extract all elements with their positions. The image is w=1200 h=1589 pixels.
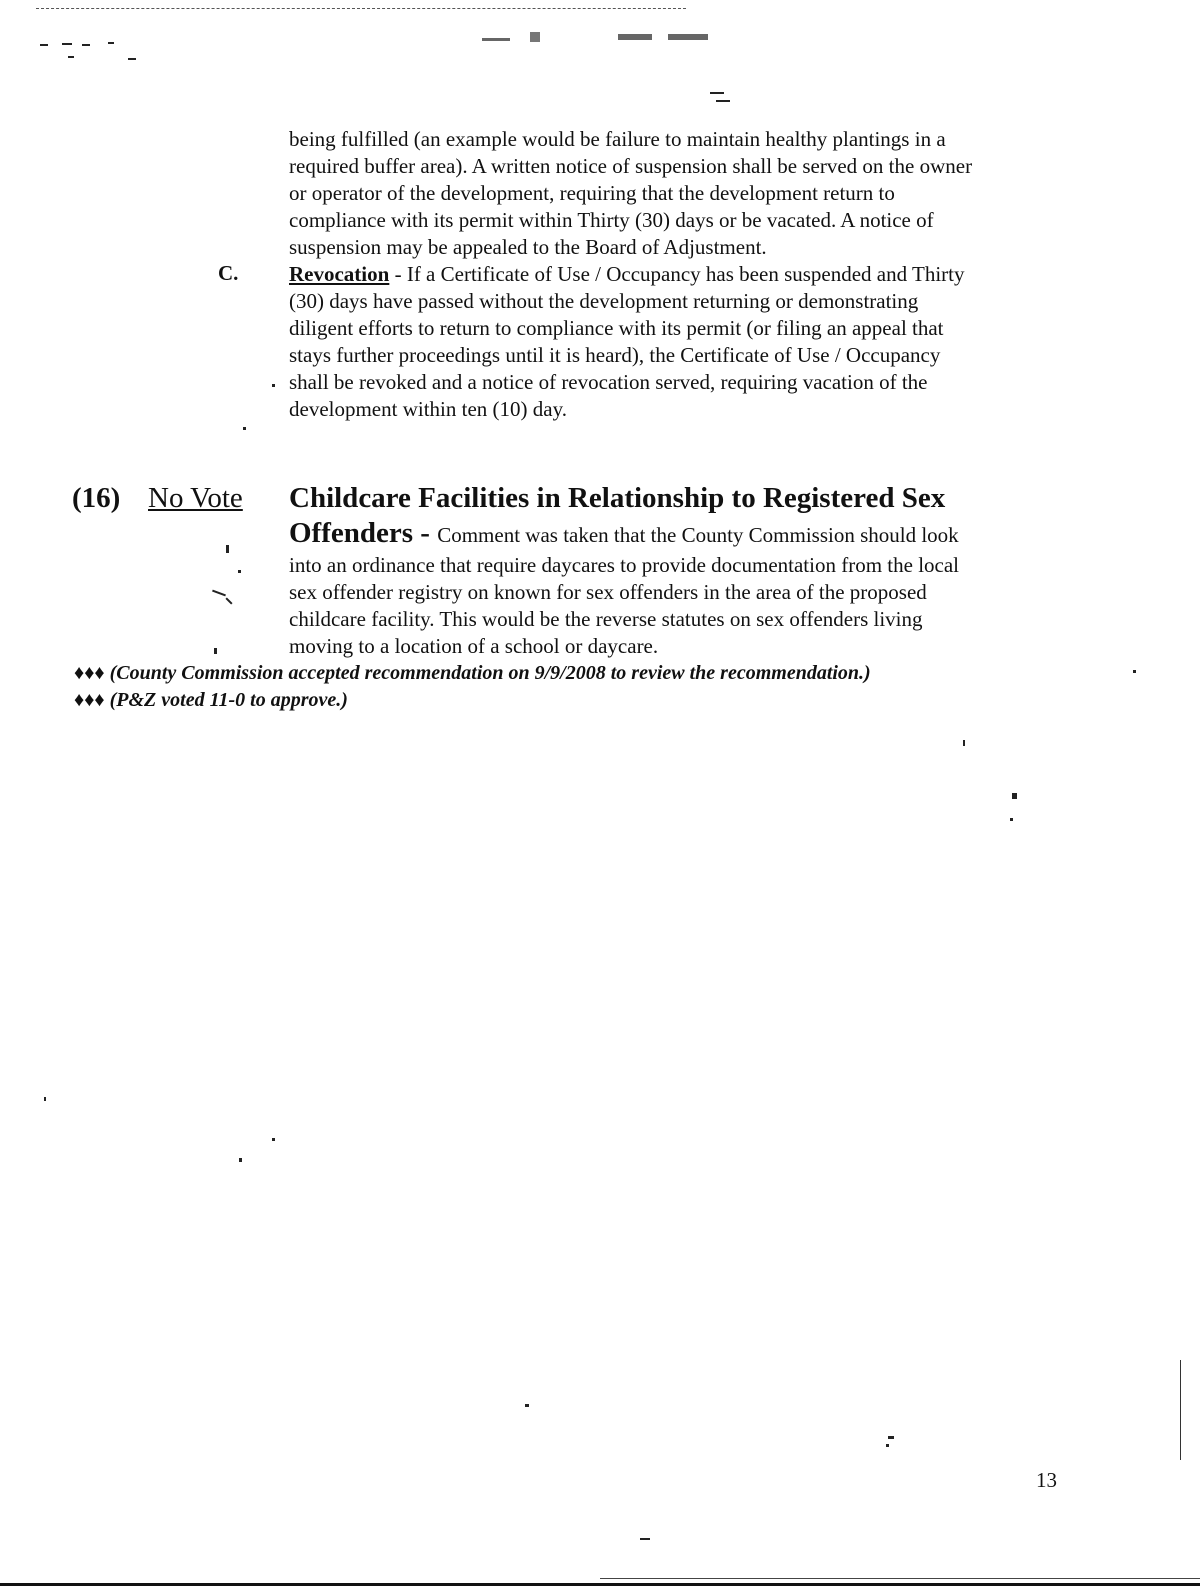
section-number: (16) xyxy=(72,482,121,514)
scan-speck xyxy=(530,32,540,42)
paragraph-line: (30) days have passed without the development returning or demonstrating xyxy=(289,289,919,313)
revocation-heading: Revocation xyxy=(289,262,390,286)
commission-note: ♦♦♦ (County Commission accepted recommendation on 9/9/2008 to review the recommendation.) xyxy=(74,662,871,684)
scan-speck xyxy=(888,1436,894,1439)
paragraph-line: childcare facility. This would be the reverse statutes on sex offenders living xyxy=(289,607,923,631)
scan-speck xyxy=(710,92,724,94)
revocation-first-line xyxy=(289,261,964,288)
scan-speck xyxy=(40,44,48,46)
scan-speck xyxy=(225,597,232,604)
section-body-first-line xyxy=(289,519,959,549)
scan-speck xyxy=(640,1538,650,1540)
scan-speck xyxy=(668,34,708,40)
scan-speck xyxy=(243,427,246,430)
bottom-rule-thin xyxy=(600,1578,1200,1579)
paragraph-line: sex offender registry on known for sex offenders in the area of the proposed xyxy=(289,580,927,604)
scan-speck xyxy=(239,1158,242,1162)
scan-speck xyxy=(108,42,114,44)
scan-speck xyxy=(62,43,72,45)
section-dash: - xyxy=(413,517,438,549)
section-title: Childcare Facilities in Relationship to Registered Sex xyxy=(289,482,946,514)
scan-speck xyxy=(68,56,74,58)
scan-speck xyxy=(963,740,965,746)
paragraph-line: diligent efforts to return to compliance with its permit (or filing an appeal that xyxy=(289,316,944,340)
scan-speck xyxy=(128,58,136,60)
scan-speck xyxy=(238,570,241,573)
paragraph-line: or operator of the development, requiring that the development return to xyxy=(289,181,895,205)
page-number: 13 xyxy=(1036,1468,1057,1492)
scan-speck xyxy=(272,1138,275,1141)
scan-speck xyxy=(886,1444,889,1447)
scan-speck xyxy=(525,1404,529,1407)
paragraph-line: required buffer area). A written notice of suspension shall be served on the owner xyxy=(289,154,973,178)
scan-speck xyxy=(44,1097,46,1101)
revocation-text: - If a Certificate of Use / Occupancy has been suspended and Thirty xyxy=(389,262,965,286)
scan-speck xyxy=(272,384,275,387)
scan-speck xyxy=(716,100,730,102)
scan-speck xyxy=(1133,670,1136,673)
scan-speck xyxy=(618,34,652,40)
item-letter: C. xyxy=(218,261,239,285)
paragraph-line: development within ten (10) day. xyxy=(289,397,567,421)
paragraph-line: shall be revoked and a notice of revocation served, requiring vacation of the xyxy=(289,370,928,394)
scan-speck xyxy=(82,44,90,46)
paragraph-line: suspension may be appealed to the Board of Adjustment. xyxy=(289,235,767,259)
paragraph-line: compliance with its permit within Thirty (30) days or be vacated. A notice of xyxy=(289,208,934,232)
top-rule xyxy=(36,8,686,10)
scan-speck xyxy=(226,545,229,553)
pz-vote-note: ♦♦♦ (P&Z voted 11-0 to approve.) xyxy=(74,689,348,711)
section-body-text: Comment was taken that the County Commission should look xyxy=(437,523,959,547)
bottom-rule xyxy=(0,1583,1200,1586)
section-title-continued: Offenders xyxy=(289,517,414,549)
paragraph-line: being fulfilled (an example would be failure to maintain healthy plantings in a xyxy=(289,127,946,151)
scan-speck xyxy=(1010,818,1013,821)
scan-speck xyxy=(214,648,217,654)
scan-speck xyxy=(1012,793,1017,799)
scan-speck xyxy=(212,590,226,597)
paragraph-line: stays further proceedings until it is heard), the Certificate of Use / Occupancy xyxy=(289,343,941,367)
paragraph-line: into an ordinance that require daycares to provide documentation from the local xyxy=(289,553,960,577)
scan-speck xyxy=(482,38,510,41)
right-edge-rule xyxy=(1180,1360,1181,1460)
section-status: No Vote xyxy=(148,482,243,514)
paragraph-line: moving to a location of a school or daycare. xyxy=(289,634,659,658)
